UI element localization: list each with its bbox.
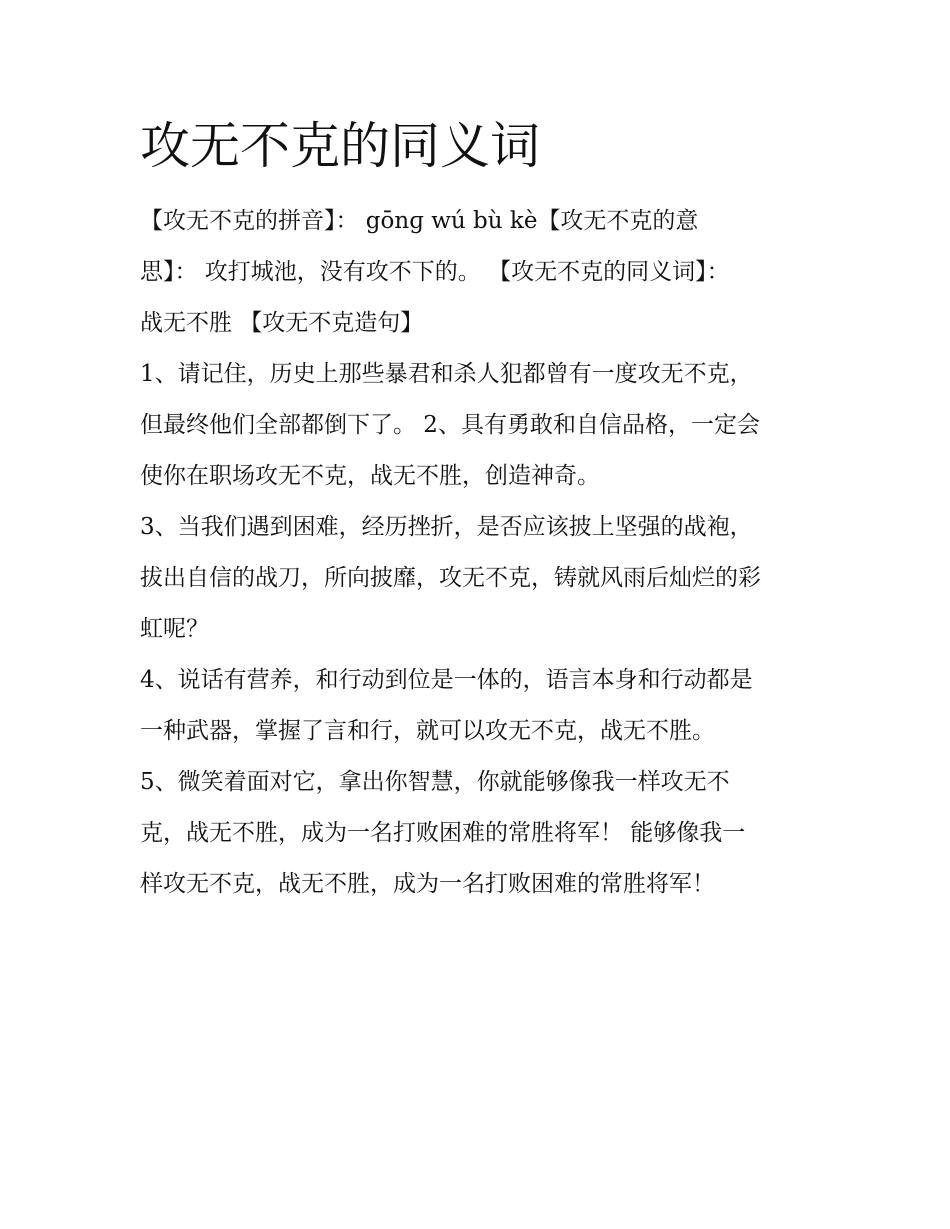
paragraph-line: 3、当我们遇到困难，经历挫折，是否应该披上坚强的战袍， (140, 514, 753, 540)
paragraph-line: 【攻无不克的拼音】： gōnɡ wú bù kè【攻无不克的意 (140, 208, 699, 234)
document-title: 攻无不克的同义词 (140, 117, 540, 175)
paragraph-line: 拔出自信的战刀，所向披靡，攻无不克，铸就风雨后灿烂的彩 (140, 565, 761, 591)
paragraph-line: 但最终他们全部都倒下了。 2、具有勇敢和自信品格，一定会 (140, 412, 760, 438)
paragraph-line: 思】： 攻打城池，没有攻不下的。 【攻无不克的同义词】： (140, 259, 730, 285)
paragraph-line: 1、请记住，历史上那些暴君和杀人犯都曾有一度攻无不克， (140, 361, 753, 387)
paragraph-example-4 (140, 655, 820, 757)
paragraph-line: 一种武器，掌握了言和行，就可以攻无不克，战无不胜。 (140, 718, 715, 744)
paragraph-example-3 (140, 502, 820, 655)
paragraph-example-1-2 (140, 349, 820, 502)
paragraph-line: 克，战无不胜，成为一名打败困难的常胜将军！ 能够像我一 (140, 820, 746, 846)
paragraph-example-5 (140, 757, 820, 910)
paragraph-line: 虹呢？ (140, 616, 209, 642)
paragraph-line: 5、微笑着面对它，拿出你智慧，你就能够像我一样攻无不 (140, 769, 730, 795)
paragraph-pinyin-meaning (140, 196, 820, 349)
paragraph-line: 4、说话有营养，和行动到位是一体的，语言本身和行动都是 (140, 667, 753, 693)
paragraph-line: 样攻无不克，战无不胜，成为一名打败困难的常胜将军！ (140, 871, 715, 897)
paragraph-line: 战无不胜 【攻无不克造句】 (140, 310, 424, 336)
paragraph-line: 使你在职场攻无不克，战无不胜，创造神奇。 (140, 463, 600, 489)
